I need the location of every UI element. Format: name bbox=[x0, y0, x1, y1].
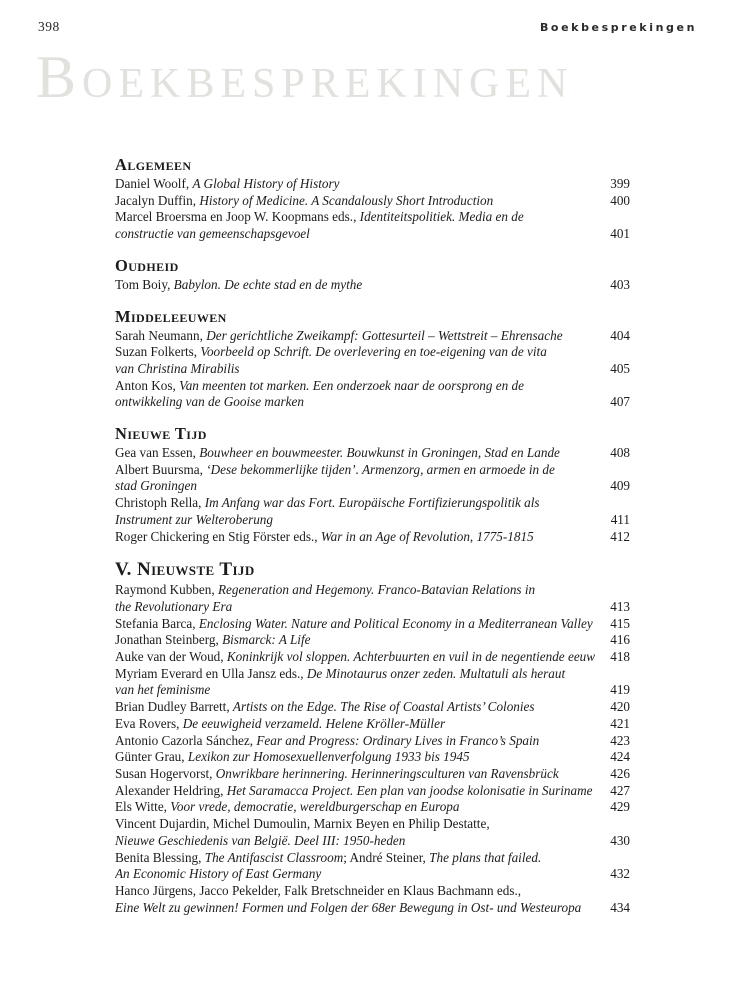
entry-author-segment: Gea van Essen, bbox=[115, 445, 200, 461]
entry-title-segment: Artists on the Edge. The Rise of Coastal Artists’ Colonies bbox=[232, 699, 535, 715]
entry-line bbox=[115, 378, 630, 395]
entry-author-segment: Jacalyn Duffin, bbox=[115, 192, 200, 208]
entry-text bbox=[115, 512, 601, 529]
entry-title-segment: Enclosing Water. Nature and Political Economy in a Mediterranean Valley bbox=[198, 615, 593, 631]
toc-entry bbox=[115, 328, 630, 345]
entry-text bbox=[115, 883, 630, 900]
entry-line bbox=[115, 866, 630, 883]
entry-text bbox=[115, 176, 600, 193]
entry-text bbox=[115, 378, 630, 395]
toc-entry bbox=[115, 666, 630, 699]
entry-author-segment: Marcel Broersma en Joop W. Koopmans eds., bbox=[115, 209, 360, 225]
toc-entry bbox=[115, 344, 630, 377]
chapter-title: Boekbesprekingen bbox=[36, 44, 574, 110]
entry-line bbox=[115, 649, 630, 666]
entry-text bbox=[115, 766, 600, 783]
entry-text bbox=[115, 749, 600, 766]
entry-title-segment: Van meenten tot marken. Een onderzoek naar de oorsprong en de bbox=[179, 377, 524, 393]
entry-text bbox=[115, 900, 600, 917]
entry-page-number: 409 bbox=[610, 478, 630, 494]
entry-author-segment: Eva Rovers, bbox=[115, 715, 183, 731]
entry-line bbox=[115, 495, 630, 512]
entry-page-number: 434 bbox=[610, 899, 630, 915]
entry-title-segment: The Antifascist Classroom bbox=[204, 849, 344, 865]
entry-page-number: 407 bbox=[610, 394, 630, 410]
entry-line bbox=[115, 529, 630, 546]
entry-author-segment: Susan Hogervorst, bbox=[115, 765, 216, 781]
entry-author-segment: Günter Grau, bbox=[115, 749, 188, 765]
entry-line bbox=[115, 226, 630, 243]
entry-page-number: 421 bbox=[610, 715, 630, 731]
entry-title-segment: Onwrikbare herinnering. Herinneringsculturen van Ravensbrück bbox=[215, 765, 559, 781]
entry-author-segment: Raymond Kubben, bbox=[115, 582, 218, 598]
entry-line bbox=[115, 582, 630, 599]
entry-author-segment: Suzan Folkerts, bbox=[115, 344, 201, 360]
entry-line bbox=[115, 616, 630, 633]
entry-text bbox=[115, 699, 600, 716]
entry-author-segment: ; André Steiner, bbox=[343, 849, 430, 865]
entry-title-segment: the Revolutionary Era bbox=[115, 598, 233, 614]
toc-entry bbox=[115, 529, 630, 546]
running-head-title: Boekbesprekingen bbox=[539, 21, 697, 34]
entry-author-segment: Benita Blessing, bbox=[115, 849, 205, 865]
entry-title-segment: ontwikkeling van de Gooise marken bbox=[115, 394, 304, 410]
entry-line bbox=[115, 462, 630, 479]
entry-title-segment: Identiteitspolitiek. Media en de bbox=[359, 209, 524, 225]
entry-title-segment: van het feminisme bbox=[115, 682, 211, 698]
entry-author-segment: Tom Boiy, bbox=[115, 276, 174, 292]
entry-author-segment: Jonathan Steinberg, bbox=[115, 632, 223, 648]
entry-author-segment: Myriam Everard en Ulla Jansz eds., bbox=[115, 665, 307, 681]
entry-text bbox=[115, 816, 630, 833]
page-folio-number: 398 bbox=[38, 19, 60, 34]
entry-page-number: 426 bbox=[610, 765, 630, 781]
entry-author-segment: Vincent Dujardin, Michel Dumoulin, Marnix Beyen en Philip Destatte, bbox=[115, 816, 490, 832]
entry-text bbox=[115, 599, 600, 616]
entry-text bbox=[115, 478, 600, 495]
entry-line bbox=[115, 850, 630, 867]
entry-title-segment: ‘Dese bekommerlijke tijden’. Armenzorg, armen en armoede in de bbox=[206, 461, 555, 477]
entry-author-segment: Hanco Jürgens, Jacco Pekelder, Falk Bretschneider en Klaus Bachmann eds., bbox=[115, 882, 522, 898]
entry-text bbox=[115, 783, 600, 800]
entry-title-segment: van Christina Mirabilis bbox=[115, 360, 240, 376]
toc-section bbox=[115, 156, 630, 243]
entry-text bbox=[115, 850, 630, 867]
entry-text bbox=[115, 394, 600, 411]
entry-line bbox=[115, 883, 630, 900]
entry-page-number: 404 bbox=[610, 327, 630, 343]
entry-text bbox=[115, 328, 600, 345]
entry-line bbox=[115, 716, 630, 733]
entry-line bbox=[115, 394, 630, 411]
entry-page-number: 424 bbox=[610, 749, 630, 765]
entry-page-number: 423 bbox=[610, 732, 630, 748]
entry-title-segment: Bismarck: A Life bbox=[222, 632, 311, 648]
entry-author-segment: Stefania Barca, bbox=[115, 615, 199, 631]
toc-section bbox=[115, 559, 630, 916]
toc-entry bbox=[115, 277, 630, 294]
entry-text bbox=[115, 733, 600, 750]
entry-line bbox=[115, 445, 630, 462]
entry-title-segment: Regeneration and Hegemony. Franco-Batavian Relations in bbox=[217, 582, 536, 598]
entry-line bbox=[115, 900, 630, 917]
entry-title-segment: Instrument zur Welteroberung bbox=[115, 511, 273, 527]
entry-line bbox=[115, 193, 630, 210]
entry-page-number: 405 bbox=[610, 360, 630, 376]
entry-author-segment: Roger Chickering en Stig Förster eds., bbox=[115, 528, 321, 544]
entry-line bbox=[115, 783, 630, 800]
entry-line bbox=[115, 478, 630, 495]
entry-title-segment: stad Groningen bbox=[115, 478, 197, 494]
toc-entry bbox=[115, 176, 630, 193]
toc-entry bbox=[115, 816, 630, 849]
toc-entry bbox=[115, 378, 630, 411]
entry-title-segment: Voorbeeld op Schrift. De overlevering en toe-eigening van de vita bbox=[200, 344, 547, 360]
entry-line bbox=[115, 682, 630, 699]
toc-entry bbox=[115, 495, 630, 528]
toc-entry bbox=[115, 733, 630, 750]
entry-title-segment: The plans that failed. bbox=[429, 849, 542, 865]
entry-line bbox=[115, 277, 630, 294]
entry-title-segment: A Global History of History bbox=[192, 176, 340, 191]
entry-title-segment: De Minotaurus onzer zeden. Multatuli als heraut bbox=[306, 665, 566, 681]
section-heading: Middeleeuwen bbox=[115, 306, 227, 326]
toc-section bbox=[115, 425, 630, 545]
entry-text bbox=[115, 226, 600, 243]
entry-author-segment: Antonio Cazorla Sánchez, bbox=[115, 732, 257, 748]
toc-entry bbox=[115, 616, 630, 633]
entry-page-number: 416 bbox=[610, 632, 630, 648]
toc-entry bbox=[115, 766, 630, 783]
toc-entry bbox=[115, 632, 630, 649]
toc-entry bbox=[115, 193, 630, 210]
entry-page-number: 413 bbox=[610, 598, 630, 614]
entry-page-number: 403 bbox=[610, 276, 630, 292]
toc-entry bbox=[115, 799, 630, 816]
entry-text bbox=[115, 716, 600, 733]
entry-page-number: 411 bbox=[610, 511, 630, 527]
entry-page-number: 418 bbox=[610, 649, 630, 665]
toc-entry bbox=[115, 462, 630, 495]
toc-section bbox=[115, 308, 630, 412]
toc-entry bbox=[115, 883, 630, 916]
entry-line bbox=[115, 699, 630, 716]
entry-line bbox=[115, 833, 630, 850]
entry-line bbox=[115, 749, 630, 766]
entry-title-segment: Im Anfang war das Fort. Europäische Fortifizierungspolitik als bbox=[204, 495, 540, 511]
entry-line bbox=[115, 209, 630, 226]
entry-author-segment: Brian Dudley Barrett, bbox=[115, 699, 233, 715]
entry-text bbox=[115, 462, 630, 479]
entry-title-segment: Der gerichtliche Zweikampf: Gottesurteil – Wettstreit – Ehrensache bbox=[206, 327, 563, 343]
entry-line bbox=[115, 176, 630, 193]
toc-entry bbox=[115, 850, 630, 883]
entry-text bbox=[115, 445, 600, 462]
entry-page-number: 415 bbox=[610, 615, 630, 631]
toc-entry bbox=[115, 716, 630, 733]
entry-text bbox=[115, 344, 630, 361]
entry-text bbox=[115, 582, 630, 599]
section-heading: Oudheid bbox=[115, 255, 179, 275]
entry-text bbox=[115, 682, 600, 699]
entry-text bbox=[115, 866, 600, 883]
entry-line bbox=[115, 328, 630, 345]
toc-entry bbox=[115, 582, 630, 615]
entry-page-number: 412 bbox=[610, 528, 630, 544]
toc-entry bbox=[115, 783, 630, 800]
entry-author-segment: Auke van der Woud, bbox=[115, 649, 227, 665]
entry-text bbox=[115, 193, 600, 210]
entry-page-number: 430 bbox=[610, 832, 630, 848]
entry-text bbox=[115, 632, 600, 649]
entry-title-segment: De eeuwigheid verzameld. Helene Kröller-Müller bbox=[182, 715, 446, 731]
entry-page-number: 427 bbox=[610, 782, 630, 798]
toc-entry bbox=[115, 445, 630, 462]
entry-title-segment: War in an Age of Revolution, 1775-1815 bbox=[320, 528, 534, 544]
entry-title-segment: Fear and Progress: Ordinary Lives in Franco’s Spain bbox=[256, 732, 540, 748]
entry-text bbox=[115, 833, 600, 850]
toc-entry bbox=[115, 749, 630, 766]
entry-title-segment: History of Medicine. A Scandalously Short Introduction bbox=[199, 192, 494, 208]
entry-line bbox=[115, 733, 630, 750]
entry-author-segment: Els Witte, bbox=[115, 799, 171, 815]
entry-title-segment: Het Saramacca Project. Een plan van joodse kolonisatie in Suriname bbox=[226, 782, 593, 798]
entry-title-segment: Babylon. De echte stad en de mythe bbox=[173, 276, 363, 292]
toc-section bbox=[115, 257, 630, 294]
entry-text bbox=[115, 799, 600, 816]
toc-entry bbox=[115, 699, 630, 716]
entry-text bbox=[115, 495, 630, 512]
entry-line bbox=[115, 766, 630, 783]
entry-author-segment: Alexander Heldring, bbox=[115, 782, 227, 798]
entry-author-segment: Christoph Rella, bbox=[115, 495, 205, 511]
entry-line bbox=[115, 632, 630, 649]
toc-entry bbox=[115, 649, 630, 666]
entry-line bbox=[115, 799, 630, 816]
table-of-contents bbox=[115, 156, 630, 916]
entry-title-segment: constructie van gemeenschapsgevoel bbox=[115, 226, 310, 242]
entry-line bbox=[115, 361, 630, 378]
entry-line bbox=[115, 344, 630, 361]
entry-title-segment: Nieuwe Geschiedenis van België. Deel III: 1950-heden bbox=[115, 832, 406, 848]
entry-page-number: 420 bbox=[610, 699, 630, 715]
entry-author-segment: Albert Buursma, bbox=[115, 461, 207, 477]
entry-title-segment: Koninkrijk vol sloppen. Achterbuurten en vuil in de negentiende eeuw bbox=[226, 649, 596, 665]
entry-page-number: 401 bbox=[610, 226, 630, 242]
entry-author-segment: Anton Kos, bbox=[115, 377, 180, 393]
entry-line bbox=[115, 512, 630, 529]
entry-text bbox=[115, 361, 600, 378]
entry-text bbox=[115, 529, 600, 546]
entry-text bbox=[115, 616, 600, 633]
entry-author-segment: Sarah Neumann, bbox=[115, 327, 207, 343]
entry-title-segment: Eine Welt zu gewinnen! Formen und Folgen der 68er Bewegung in Ost- und Westeuropa bbox=[115, 899, 582, 915]
entry-line bbox=[115, 599, 630, 616]
entry-page-number: 432 bbox=[610, 866, 630, 882]
entry-page-number: 408 bbox=[610, 445, 630, 461]
entry-page-number: 429 bbox=[610, 799, 630, 815]
section-heading: V. Nieuwste Tijd bbox=[115, 559, 255, 581]
entry-page-number: 419 bbox=[610, 682, 630, 698]
entry-text bbox=[115, 277, 600, 294]
entry-page-number: 400 bbox=[610, 192, 630, 208]
entry-text bbox=[115, 209, 630, 226]
entry-title-segment: Lexikon zur Homosexuellenverfolgung 1933 bis 1945 bbox=[187, 749, 470, 765]
entry-line bbox=[115, 816, 630, 833]
section-heading: Algemeen bbox=[115, 155, 192, 174]
entry-page-number: 399 bbox=[610, 176, 630, 191]
section-heading: Nieuwe Tijd bbox=[115, 424, 207, 444]
entry-title-segment: An Economic History of East Germany bbox=[115, 866, 322, 882]
entry-line bbox=[115, 666, 630, 683]
entry-author-segment: Daniel Woolf, bbox=[115, 176, 193, 191]
entry-title-segment: Voor vrede, democratie, wereldburgerschap en Europa bbox=[170, 799, 460, 815]
entry-title-segment: Bouwheer en bouwmeester. Bouwkunst in Groningen, Stad en Lande bbox=[199, 445, 560, 461]
toc-entry bbox=[115, 209, 630, 242]
running-head bbox=[38, 19, 697, 35]
entry-text bbox=[115, 666, 630, 683]
entry-text bbox=[115, 649, 600, 666]
